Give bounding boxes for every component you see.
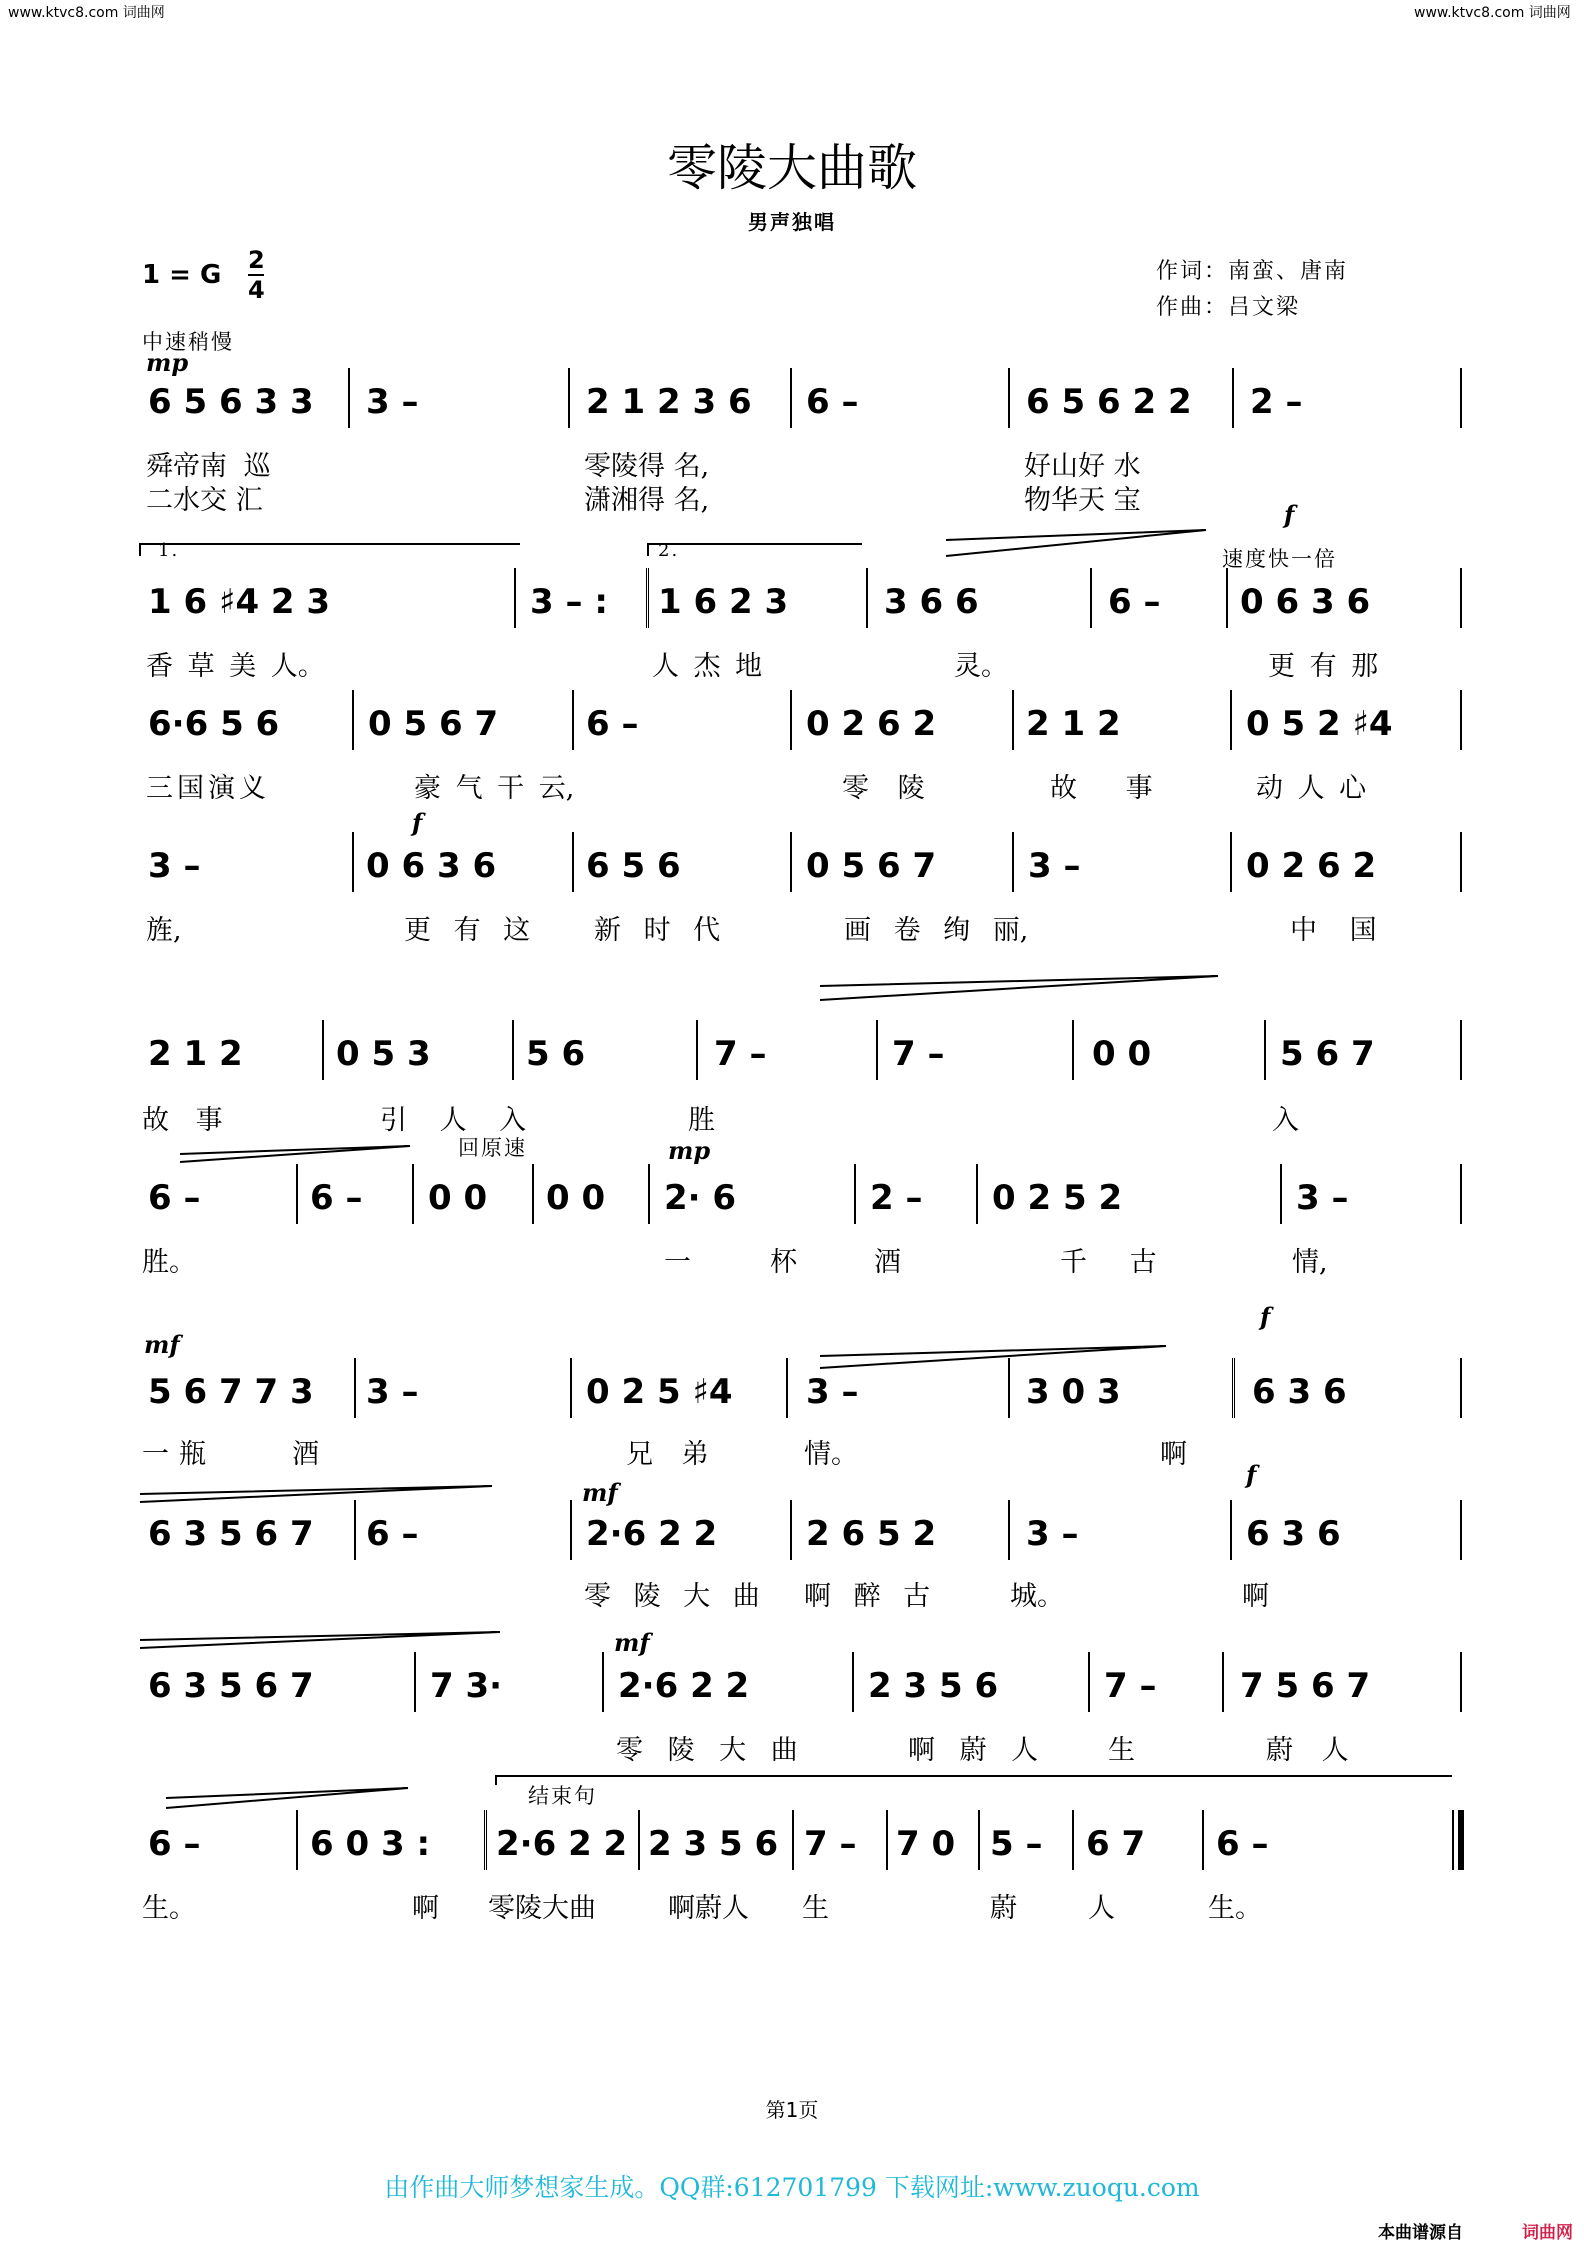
measure: 0 0 [1092, 1034, 1152, 1074]
measure: 3 – [1296, 1178, 1349, 1218]
tempo-start: 中速稍慢 [142, 330, 234, 354]
lyric-line: 零陵得 名, [584, 451, 710, 482]
lyric-line: 城。 [1010, 1581, 1064, 1612]
dynamic-mark: mf [144, 1330, 180, 1359]
crescendo-hairpin [166, 1788, 408, 1808]
measure: 6 – [806, 382, 859, 422]
measure: 6 3 5 6 7 [148, 1666, 314, 1706]
song-subtitle: 男声独唱 [748, 210, 836, 234]
measure: 0 5 3 [336, 1034, 431, 1074]
lyric-line: 零 陵 大 曲 [584, 1581, 760, 1612]
measure: 6·6 5 6 [148, 704, 280, 744]
barline [1232, 368, 1234, 428]
measure: 6 0 3 : [310, 1824, 431, 1864]
tempo-ending: 结束句 [528, 1784, 597, 1808]
measure: 2 6 5 2 [806, 1514, 937, 1554]
lyric-line: 啊 醉 古 [804, 1581, 931, 1612]
measure: 0 2 6 2 [1246, 846, 1377, 886]
barline [570, 1358, 572, 1418]
measure: 0 0 [546, 1178, 606, 1218]
barline [790, 690, 792, 750]
lyric-line: 旌, [146, 915, 182, 946]
barline [348, 368, 350, 428]
barline [572, 832, 574, 892]
repeat-barline [1232, 1358, 1241, 1418]
measure: 6 – [310, 1178, 363, 1218]
barline [1012, 832, 1014, 892]
barline [296, 1164, 298, 1224]
lyric-line: 物华天 宝 [1024, 485, 1141, 516]
barline [1460, 1020, 1462, 1080]
measure: 5 6 [526, 1034, 586, 1074]
barline [876, 1020, 878, 1080]
measure: 7 0 [896, 1824, 956, 1864]
measure: 0 5 6 7 [368, 704, 499, 744]
lyric-line: 故 事 [142, 1105, 223, 1136]
lyric-line: 情, [1292, 1247, 1328, 1278]
measure: 6 5 6 3 3 [148, 382, 314, 422]
barline [1008, 1358, 1010, 1418]
lyric-line: 灵。 [954, 651, 1008, 682]
barline [568, 368, 570, 428]
dynamic-mark: mf [614, 1628, 650, 1657]
barline [1230, 1500, 1232, 1560]
lyric-line: 兄 弟 [626, 1439, 709, 1470]
barline [414, 1652, 416, 1712]
barline [354, 1500, 356, 1560]
measure: 7 – [892, 1034, 945, 1074]
barline [1072, 1020, 1074, 1080]
time-signature-bottom: 4 [248, 276, 265, 304]
measure: 0 2 6 2 [806, 704, 937, 744]
lyric-line: 酒 [874, 1247, 901, 1278]
barline [1460, 832, 1462, 892]
barline [1226, 568, 1228, 628]
measure: 2· 6 [664, 1178, 737, 1218]
barline [786, 1358, 788, 1418]
lyric-line: 入 [1272, 1105, 1299, 1136]
lyric-line: 零 陵 [842, 773, 925, 804]
dynamic-mark: f [412, 808, 423, 837]
lyric-line: 新 时 代 [594, 915, 721, 946]
barline [866, 568, 868, 628]
dynamic-mark: f [1284, 500, 1295, 529]
barline [322, 1020, 324, 1080]
barline [1230, 690, 1232, 750]
lyric-line: 啊 蔚 人 [908, 1735, 1039, 1766]
barline [354, 1358, 356, 1418]
measure: 3 – [1026, 1514, 1079, 1554]
measure: 2 1 2 [148, 1034, 243, 1074]
lyric-line: 生 [802, 1893, 829, 1924]
measure: 6 3 6 [1252, 1372, 1347, 1412]
measure: 3 – : [530, 582, 608, 622]
crescendo-hairpin [140, 1632, 500, 1648]
measure: 3 – [148, 846, 201, 886]
lyric-line: 潇湘得 名, [584, 485, 710, 516]
crescendo-hairpin [180, 1146, 410, 1162]
lyric-line: 杯 [770, 1247, 797, 1278]
measure: 6 – [148, 1824, 201, 1864]
dynamic-mark: mp [668, 1136, 711, 1165]
lyric-line: 人 [1088, 1893, 1115, 1924]
lyric-line: 零 陵 大 曲 [616, 1735, 798, 1766]
tempo-back: 回原速 [458, 1136, 527, 1160]
measure: 2 – [870, 1178, 923, 1218]
measure: 7 3· [430, 1666, 503, 1706]
barline [1008, 368, 1010, 428]
measure: 2 3 5 6 [868, 1666, 999, 1706]
barline [854, 1164, 856, 1224]
dynamic-mark: f [1260, 1302, 1271, 1331]
measure: 0 6 3 6 [366, 846, 497, 886]
barline [1008, 1500, 1010, 1560]
dynamic-mark: f [1246, 1460, 1257, 1489]
barline [1460, 1164, 1462, 1224]
lyric-line: 更 有 那 [1268, 651, 1379, 682]
lyric-line: 更 有 这 [404, 915, 531, 946]
measure: 3 0 3 [1026, 1372, 1121, 1412]
lyric-line: 动 人 心 [1256, 773, 1367, 804]
measure: 0 5 2 ♯4 [1246, 704, 1393, 744]
barline [296, 1810, 298, 1870]
barline [352, 690, 354, 750]
measure: 2·6 2 2 [586, 1514, 718, 1554]
lyric-line: 一瓶 [142, 1439, 216, 1470]
barline [978, 1810, 980, 1870]
measure: 1 6 ♯4 2 3 [148, 582, 331, 622]
barline [602, 1652, 604, 1712]
measure: 6 3 6 [1246, 1514, 1341, 1554]
barline [1460, 1358, 1462, 1418]
measure: 3 – [366, 382, 419, 422]
header-site-right: www.ktvc8.com 词曲网 [1414, 5, 1571, 21]
measure: 7 – [804, 1824, 857, 1864]
measure: 0 2 5 2 [992, 1178, 1123, 1218]
measure: 6 7 [1086, 1824, 1146, 1864]
lyric-line: 酒 [292, 1439, 319, 1470]
key-signature: 1 = G [142, 260, 222, 290]
barline [1264, 1020, 1266, 1080]
lyric-line: 一 [664, 1247, 691, 1278]
barline [1460, 1500, 1462, 1560]
volta-bracket-2 [648, 544, 862, 556]
final-barline-thick [1458, 1810, 1464, 1870]
volta-bracket-1 [140, 544, 520, 556]
barline [790, 832, 792, 892]
lyric-line: 故 事 [1050, 773, 1153, 804]
site-logo: 词曲网 [1522, 2223, 1573, 2243]
barline [532, 1164, 534, 1224]
measure: 7 – [1104, 1666, 1157, 1706]
barline [696, 1020, 698, 1080]
barline [570, 1500, 572, 1560]
measure: 6 – [148, 1178, 201, 1218]
barline [352, 832, 354, 892]
measure: 6 – [366, 1514, 419, 1554]
lyric-line: 三国演义 [146, 773, 270, 804]
lyric-line: 舜帝南 巡 [146, 451, 271, 482]
measure: 5 6 7 [1280, 1034, 1375, 1074]
barline [852, 1652, 854, 1712]
measure: 5 6 7 7 3 [148, 1372, 314, 1412]
header-site-left: www.ktvc8.com 词曲网 [8, 5, 165, 21]
barline [1090, 568, 1092, 628]
barline [792, 1810, 794, 1870]
lyric-line: 千 古 [1060, 1247, 1157, 1278]
lyric-line: 二水交 汇 [146, 485, 263, 516]
barline [1222, 1652, 1224, 1712]
lyric-line: 情。 [804, 1439, 858, 1470]
dynamic-mark: mp [146, 348, 189, 377]
barline [1460, 1652, 1462, 1712]
measure: 2·6 2 2 [618, 1666, 750, 1706]
repeat-barline [484, 1810, 493, 1870]
measure: 6 5 6 [586, 846, 681, 886]
lyricist-credit: 作词：南蛮、唐南 [1156, 259, 1349, 284]
measure: 2·6 2 2 [496, 1824, 628, 1864]
measure: 0 6 3 6 [1240, 582, 1371, 622]
barline [1072, 1810, 1074, 1870]
footer-generated-note: 由作曲大师梦想家生成。QQ群:612701799 下载网址:www.zuoqu.com [384, 2173, 1200, 2202]
measure: 2 – [1250, 382, 1303, 422]
measure: 2 3 5 6 [648, 1824, 779, 1864]
lyric-line: 生。 [142, 1893, 196, 1924]
measure: 6 – [586, 704, 639, 744]
barline [1230, 832, 1232, 892]
crescendo-hairpin [820, 1346, 1166, 1368]
barline [1460, 368, 1462, 428]
measure: 6 3 5 6 7 [148, 1514, 314, 1554]
barline [572, 690, 574, 750]
measure: 6 – [1108, 582, 1161, 622]
barline [1012, 690, 1014, 750]
lyric-line: 引 人 入 [380, 1105, 527, 1136]
lyric-line: 啊 [1242, 1581, 1269, 1612]
measure: 2 1 2 3 6 [586, 382, 752, 422]
source-note: 本曲谱源自 [1378, 2223, 1463, 2243]
lyric-line: 蔚 人 [1266, 1735, 1349, 1766]
page-number: 第1页 [765, 2098, 819, 2122]
barline [648, 1164, 650, 1224]
ending-bracket [496, 1776, 1452, 1785]
lyric-line: 胜。 [142, 1247, 196, 1278]
measure: 3 6 6 [884, 582, 979, 622]
lyric-line: 啊 [412, 1893, 439, 1924]
lyric-line: 好山好 水 [1024, 451, 1141, 482]
lyric-line: 香 草 美 人。 [146, 651, 325, 682]
lyric-line: 豪 气 干 云, [414, 773, 575, 804]
final-barline-thin [1452, 1810, 1454, 1870]
measure: 0 0 [428, 1178, 488, 1218]
measure: 3 – [806, 1372, 859, 1412]
lyric-line: 胜 [688, 1105, 715, 1136]
lyric-line: 生 [1108, 1735, 1135, 1766]
barline [790, 368, 792, 428]
measure: 3 – [1028, 846, 1081, 886]
song-title: 零陵大曲歌 [667, 139, 917, 197]
measure: 0 5 6 7 [806, 846, 937, 886]
barline [1088, 1652, 1090, 1712]
measure: 6 – [1216, 1824, 1269, 1864]
measure: 2 1 2 [1026, 704, 1121, 744]
measure: 7 5 6 7 [1240, 1666, 1371, 1706]
volta-first: 1. [158, 540, 180, 561]
lyric-line: 蔚 [990, 1893, 1017, 1924]
barline [886, 1810, 888, 1870]
lyric-line: 中 国 [1290, 915, 1377, 946]
barline [1460, 568, 1462, 628]
lyric-line: 人 杰 地 [652, 651, 763, 682]
lyric-line: 生。 [1208, 1893, 1262, 1924]
barline [1460, 690, 1462, 750]
lyric-line: 画 卷 绚 丽, [844, 915, 1029, 946]
lyric-line: 啊蔚人 [668, 1893, 749, 1924]
barline [1202, 1810, 1204, 1870]
barline [790, 1500, 792, 1560]
lyric-line: 零陵大曲 [488, 1893, 596, 1924]
barline [412, 1164, 414, 1224]
barline [976, 1164, 978, 1224]
time-signature-top: 2 [248, 246, 265, 274]
repeat-barline [646, 568, 655, 628]
crescendo-hairpin [946, 530, 1206, 556]
barline [512, 1020, 514, 1080]
measure: 1 6 2 3 [658, 582, 789, 622]
crescendo-hairpin [140, 1486, 492, 1502]
tempo-faster: 速度快一倍 [1222, 547, 1337, 571]
measure: 6 5 6 2 2 [1026, 382, 1192, 422]
barline [1280, 1164, 1282, 1224]
measure: 0 2 5 ♯4 [586, 1372, 733, 1412]
volta-second: 2. [658, 540, 680, 561]
barline [638, 1810, 640, 1870]
measure: 7 – [714, 1034, 767, 1074]
measure: 5 – [990, 1824, 1043, 1864]
crescendo-hairpin [820, 976, 1218, 1000]
measure: 3 – [366, 1372, 419, 1412]
lyric-line: 啊 [1160, 1439, 1187, 1470]
barline [514, 568, 516, 628]
dynamic-mark: mf [582, 1478, 618, 1507]
composer-credit: 作曲：吕文梁 [1156, 295, 1301, 320]
